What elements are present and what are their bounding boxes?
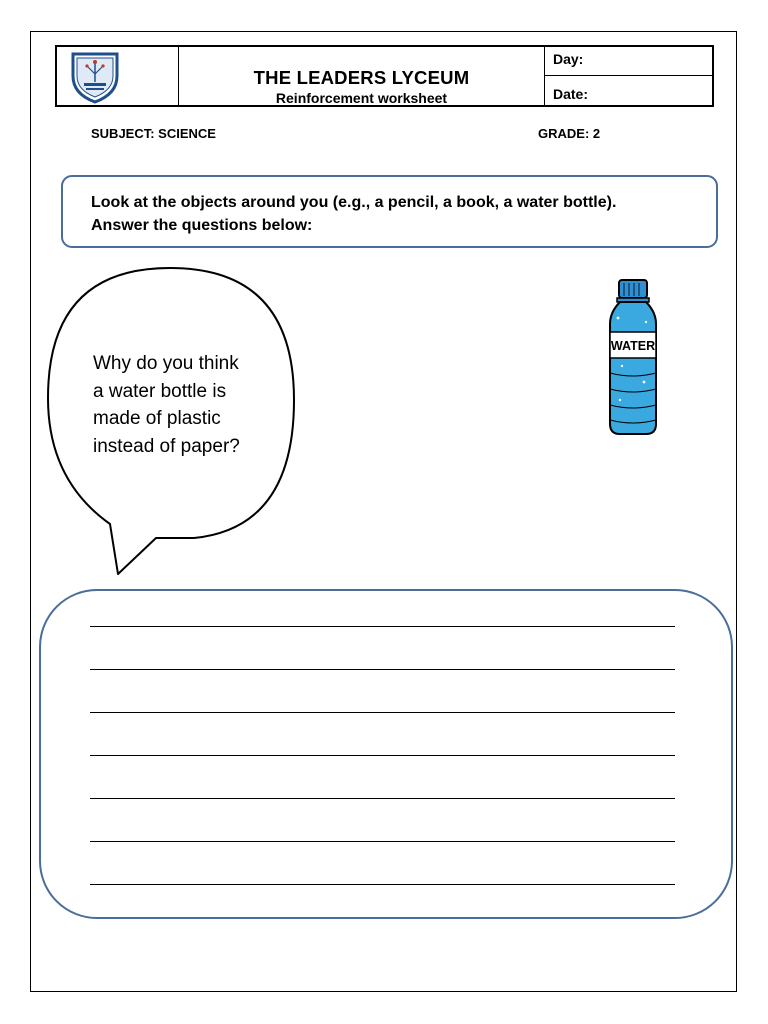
answer-box[interactable] bbox=[39, 589, 733, 919]
question-line-1: Why do you think bbox=[93, 353, 239, 374]
question-line-2: a water bottle is bbox=[93, 380, 227, 402]
instruction-box bbox=[61, 175, 718, 248]
question-line-3: made of plastic bbox=[93, 408, 221, 429]
school-crest-icon bbox=[65, 50, 125, 104]
instruction-line-2: Answer the questions below: bbox=[91, 217, 313, 234]
answer-line[interactable] bbox=[90, 712, 675, 713]
school-name: THE LEADERS LYCEUM bbox=[253, 67, 470, 88]
bottle-label: WATER bbox=[610, 339, 656, 353]
day-field-label: Day: bbox=[553, 51, 584, 67]
grade-label: GRADE: 2 bbox=[538, 126, 601, 141]
question-text bbox=[93, 350, 283, 460]
answer-line[interactable] bbox=[90, 755, 675, 756]
water-bottle-icon bbox=[600, 278, 666, 438]
day-date-cell bbox=[545, 47, 712, 105]
logo-cell bbox=[57, 47, 179, 105]
answer-line[interactable] bbox=[90, 669, 675, 670]
answer-line[interactable] bbox=[90, 626, 675, 627]
instruction-line-1: Look at the objects around you (e.g., a pencil, a book, a water bottle). bbox=[91, 194, 617, 211]
title-cell bbox=[179, 47, 545, 105]
question-line-4: instead of paper? bbox=[93, 435, 240, 457]
answer-line[interactable] bbox=[90, 884, 675, 885]
answer-line[interactable] bbox=[90, 841, 675, 842]
cell-divider bbox=[545, 75, 712, 76]
answer-line[interactable] bbox=[90, 798, 675, 799]
header-table bbox=[55, 45, 714, 107]
date-field-label: Date: bbox=[553, 86, 589, 102]
subject-label: SUBJECT: SCIENCE bbox=[91, 126, 216, 141]
worksheet-type: Reinforcement worksheet bbox=[275, 90, 448, 106]
